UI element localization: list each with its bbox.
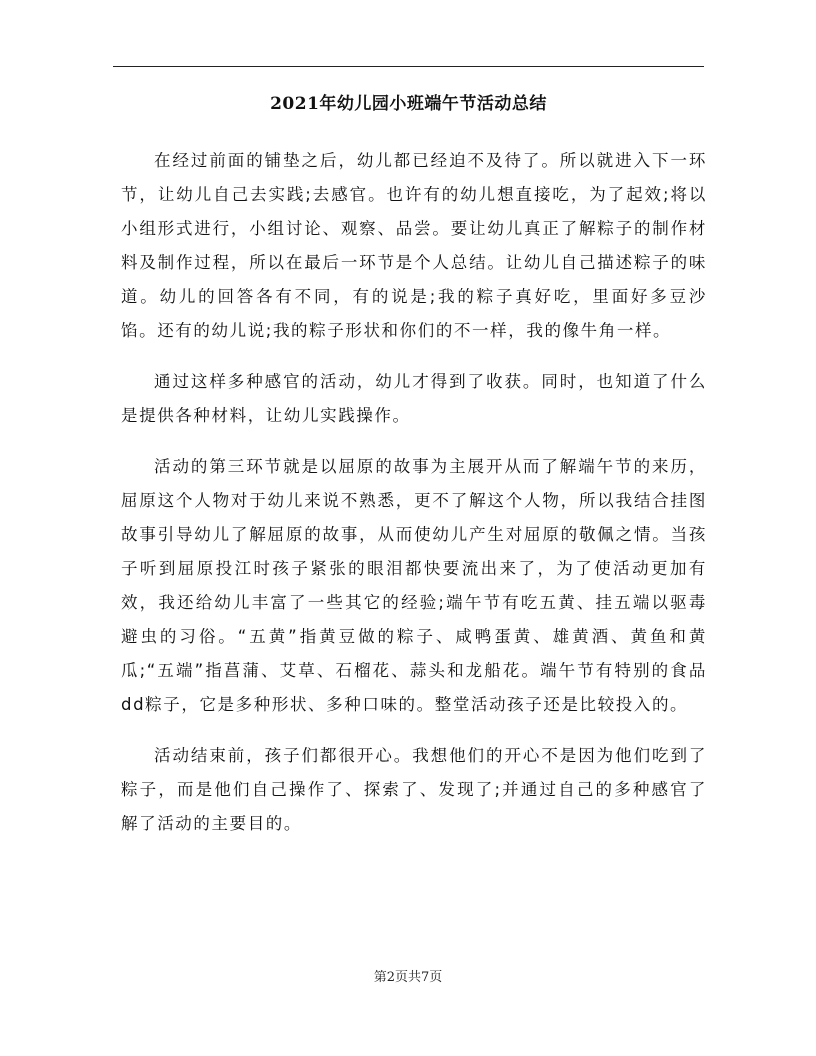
- document-title: 2021年幼儿园小班端午节活动总结: [270, 94, 547, 114]
- paragraph-4: 活动结束前，孩子们都很开心。我想他们的开心不是因为他们吃到了粽子，而是他们自己操作了、探索了、发现了;并通过自己的多种感官了解了活动的主要目的。: [121, 746, 707, 833]
- paragraph-3: 活动的第三环节就是以屈原的故事为主展开从而了解端午节的来历，屈原这个人物对于幼儿来说不熟悉，更不了解这个人物，所以我结合挂图故事引导幼儿了解屈原的故事，从而使幼儿产生对屈原的敬佩之情。当孩子听到屈原投江时孩子紧张的眼泪都快要流出来了，为了使活动更加有效，我还给幼儿丰富了一些其它的经验;端午节有吃五黄、挂五端以驱毒避虫的习俗。“五黄”指黄豆做的粽子、咸鸭蛋黄、雄黄酒、黄鱼和黄瓜;“五端”指菖蒲、艾草、石榴花、蒜头和龙船花。端午节有特别的食品dd粽子，它是多种形状、多种口味的。整堂活动孩子还是比较投入的。: [121, 457, 707, 714]
- header-rule: [113, 66, 704, 67]
- page-number-footer: 第2页共7页: [373, 970, 443, 985]
- document-body: [121, 144, 707, 841]
- paragraph-1: 在经过前面的铺垫之后，幼儿都已经迫不及待了。所以就进入下一环节，让幼儿自己去实践;去感官。也许有的幼儿想直接吃，为了起效;将以小组形式进行，小组讨论、观察、品尝。要让幼儿真正了解粽子的制作材料及制作过程，所以在最后一环节是个人总结。让幼儿自己描述粽子的味道。幼儿的回答各有不同，有的说是;我的粽子真好吃，里面好多豆沙馅。还有的幼儿说;我的粽子形状和你们的不一样，我的像牛角一样。: [121, 151, 707, 340]
- paragraph-2: 通过这样多种感官的活动，幼儿才得到了收获。同时，也知道了什么是提供各种材料，让幼儿实践操作。: [121, 372, 707, 425]
